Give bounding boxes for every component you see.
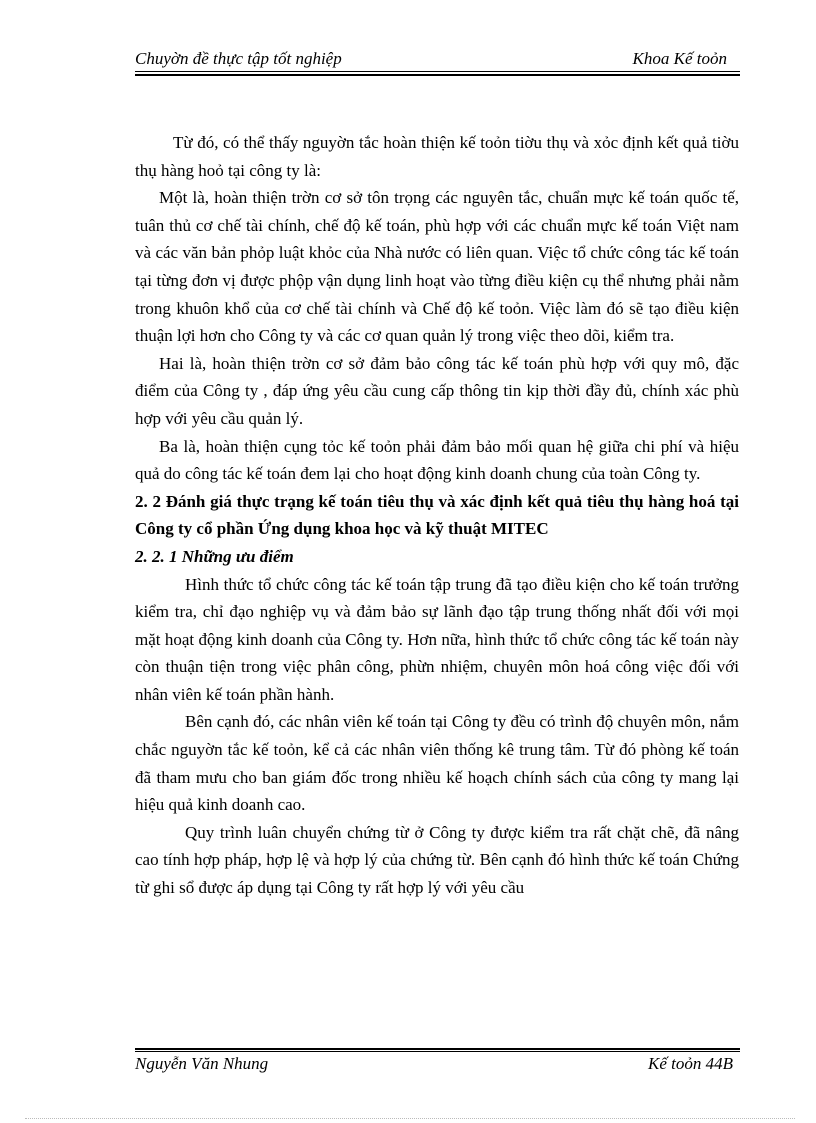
footer-rule-thin <box>135 1051 740 1052</box>
paragraph-ba-la: Ba là, hoàn thiện cụng tỏc kế toỏn phải đảm bảo mối quan hệ giữa chi phí và hiệu quả do công tác kế toán đem lại cho hoạt động kinh doanh chung của toàn Công ty. <box>135 436 739 484</box>
subsection-heading: 2. 2. 1 Những ưu điểm <box>135 546 294 566</box>
section-heading: 2. 2 Đánh giá thực trạng kế toán tiêu thụ và xác định kết quả tiêu thụ hàng hoá tại Công ty cổ phần Ứng dụng khoa học và kỹ thuật MITEC <box>135 491 739 539</box>
paragraph-hinh-thuc: Hình thức tổ chức công tác kế toán tập trung đã tạo điều kiện cho kế toán trưởng kiểm tra, chỉ đạo nghiệp vụ và đảm bảo sự lãnh đạo tập trung thống nhất đối với mọi mặt hoạt động kinh doanh của Công ty. Hơn nữa, hình thức tổ chức công tác kế toán này còn thuận tiện trong việc phân công, phừn nhiệm, chuyên môn hoá công việc đối với nhân viên kế toán phần hành. <box>135 574 739 704</box>
header-left-title: Chuyờn đề thực tập tốt nghiệp <box>135 49 342 68</box>
paragraph-quy-trinh: Quy trình luân chuyển chứng từ ở Công ty được kiểm tra rất chặt chẽ, đã nâng cao tính hợp pháp, hợp lệ và hợp lý của chứng từ. Bên cạnh đó hình thức kế toán Chứng từ ghi sổ được áp dụng tại Công ty rất hợp lý với yêu cầu <box>135 822 739 898</box>
paragraph-intro: Từ đó, có thể thấy nguyờn tắc hoàn thiện kế toỏn tiờu thụ và xỏc định kết quả tiờu thụ hàng hoỏ tại công ty là: <box>135 133 739 180</box>
header-right-title: Khoa Kế toỏn <box>632 49 727 68</box>
footer-author: Nguyễn Văn Nhung <box>135 1054 269 1073</box>
header-rule-thick <box>135 74 740 76</box>
footer-class: Kế toỏn 44B <box>648 1054 733 1073</box>
page-header <box>135 49 741 71</box>
paragraph-hai-la: Hai là, hoàn thiện trờn cơ sở đảm bảo công tác kế toán phù hợp với quy mô, đặc điểm của Công ty , đáp ứng yêu cầu cung cấp thông tin kịp thời đầy đủ, chính xác phù hợp với yêu cầu quản lý. <box>135 353 739 428</box>
document-body <box>135 129 739 902</box>
page-footer <box>135 1054 741 1076</box>
paragraph-ben-canh: Bên cạnh đó, các nhân viên kế toán tại Công ty đều có trình độ chuyên môn, nắm chắc nguyờn tắc kế toỏn, kể cả các nhân viên thống kê trung tâm. Từ đó phòng kế toán đã tham mưu cho ban giám đốc trong nhiều kế hoạch chính sách của công ty mang lại hiệu quả kinh doanh cao. <box>135 712 739 815</box>
page-bottom-border <box>25 1118 795 1119</box>
paragraph-mot-la: Một là, hoàn thiện trờn cơ sở tôn trọng các nguyên tắc, chuẩn mực kế toán quốc tế, tuân thủ cơ chế tài chính, chế độ kế toán, phù hợp với các chuẩn mực kế toán Việt nam và các văn bản phỏp luật khỏc của Nhà nước có liên quan. Việc tổ chức công tác kế toán tại từng đơn vị được phộp vận dụng linh hoạt vào từng điều kiện cụ thể nhưng phải nằm trong khuôn khổ của cơ chế tài chính và Chế độ kế toỏn. Việc làm đó sẽ tạo điều kiện thuận lợi hơn cho Công ty và các cơ quan quản lý trong việc theo dõi, kiểm tra. <box>135 188 739 346</box>
header-rule-thin <box>135 71 740 72</box>
footer-rule-thick <box>135 1048 740 1050</box>
